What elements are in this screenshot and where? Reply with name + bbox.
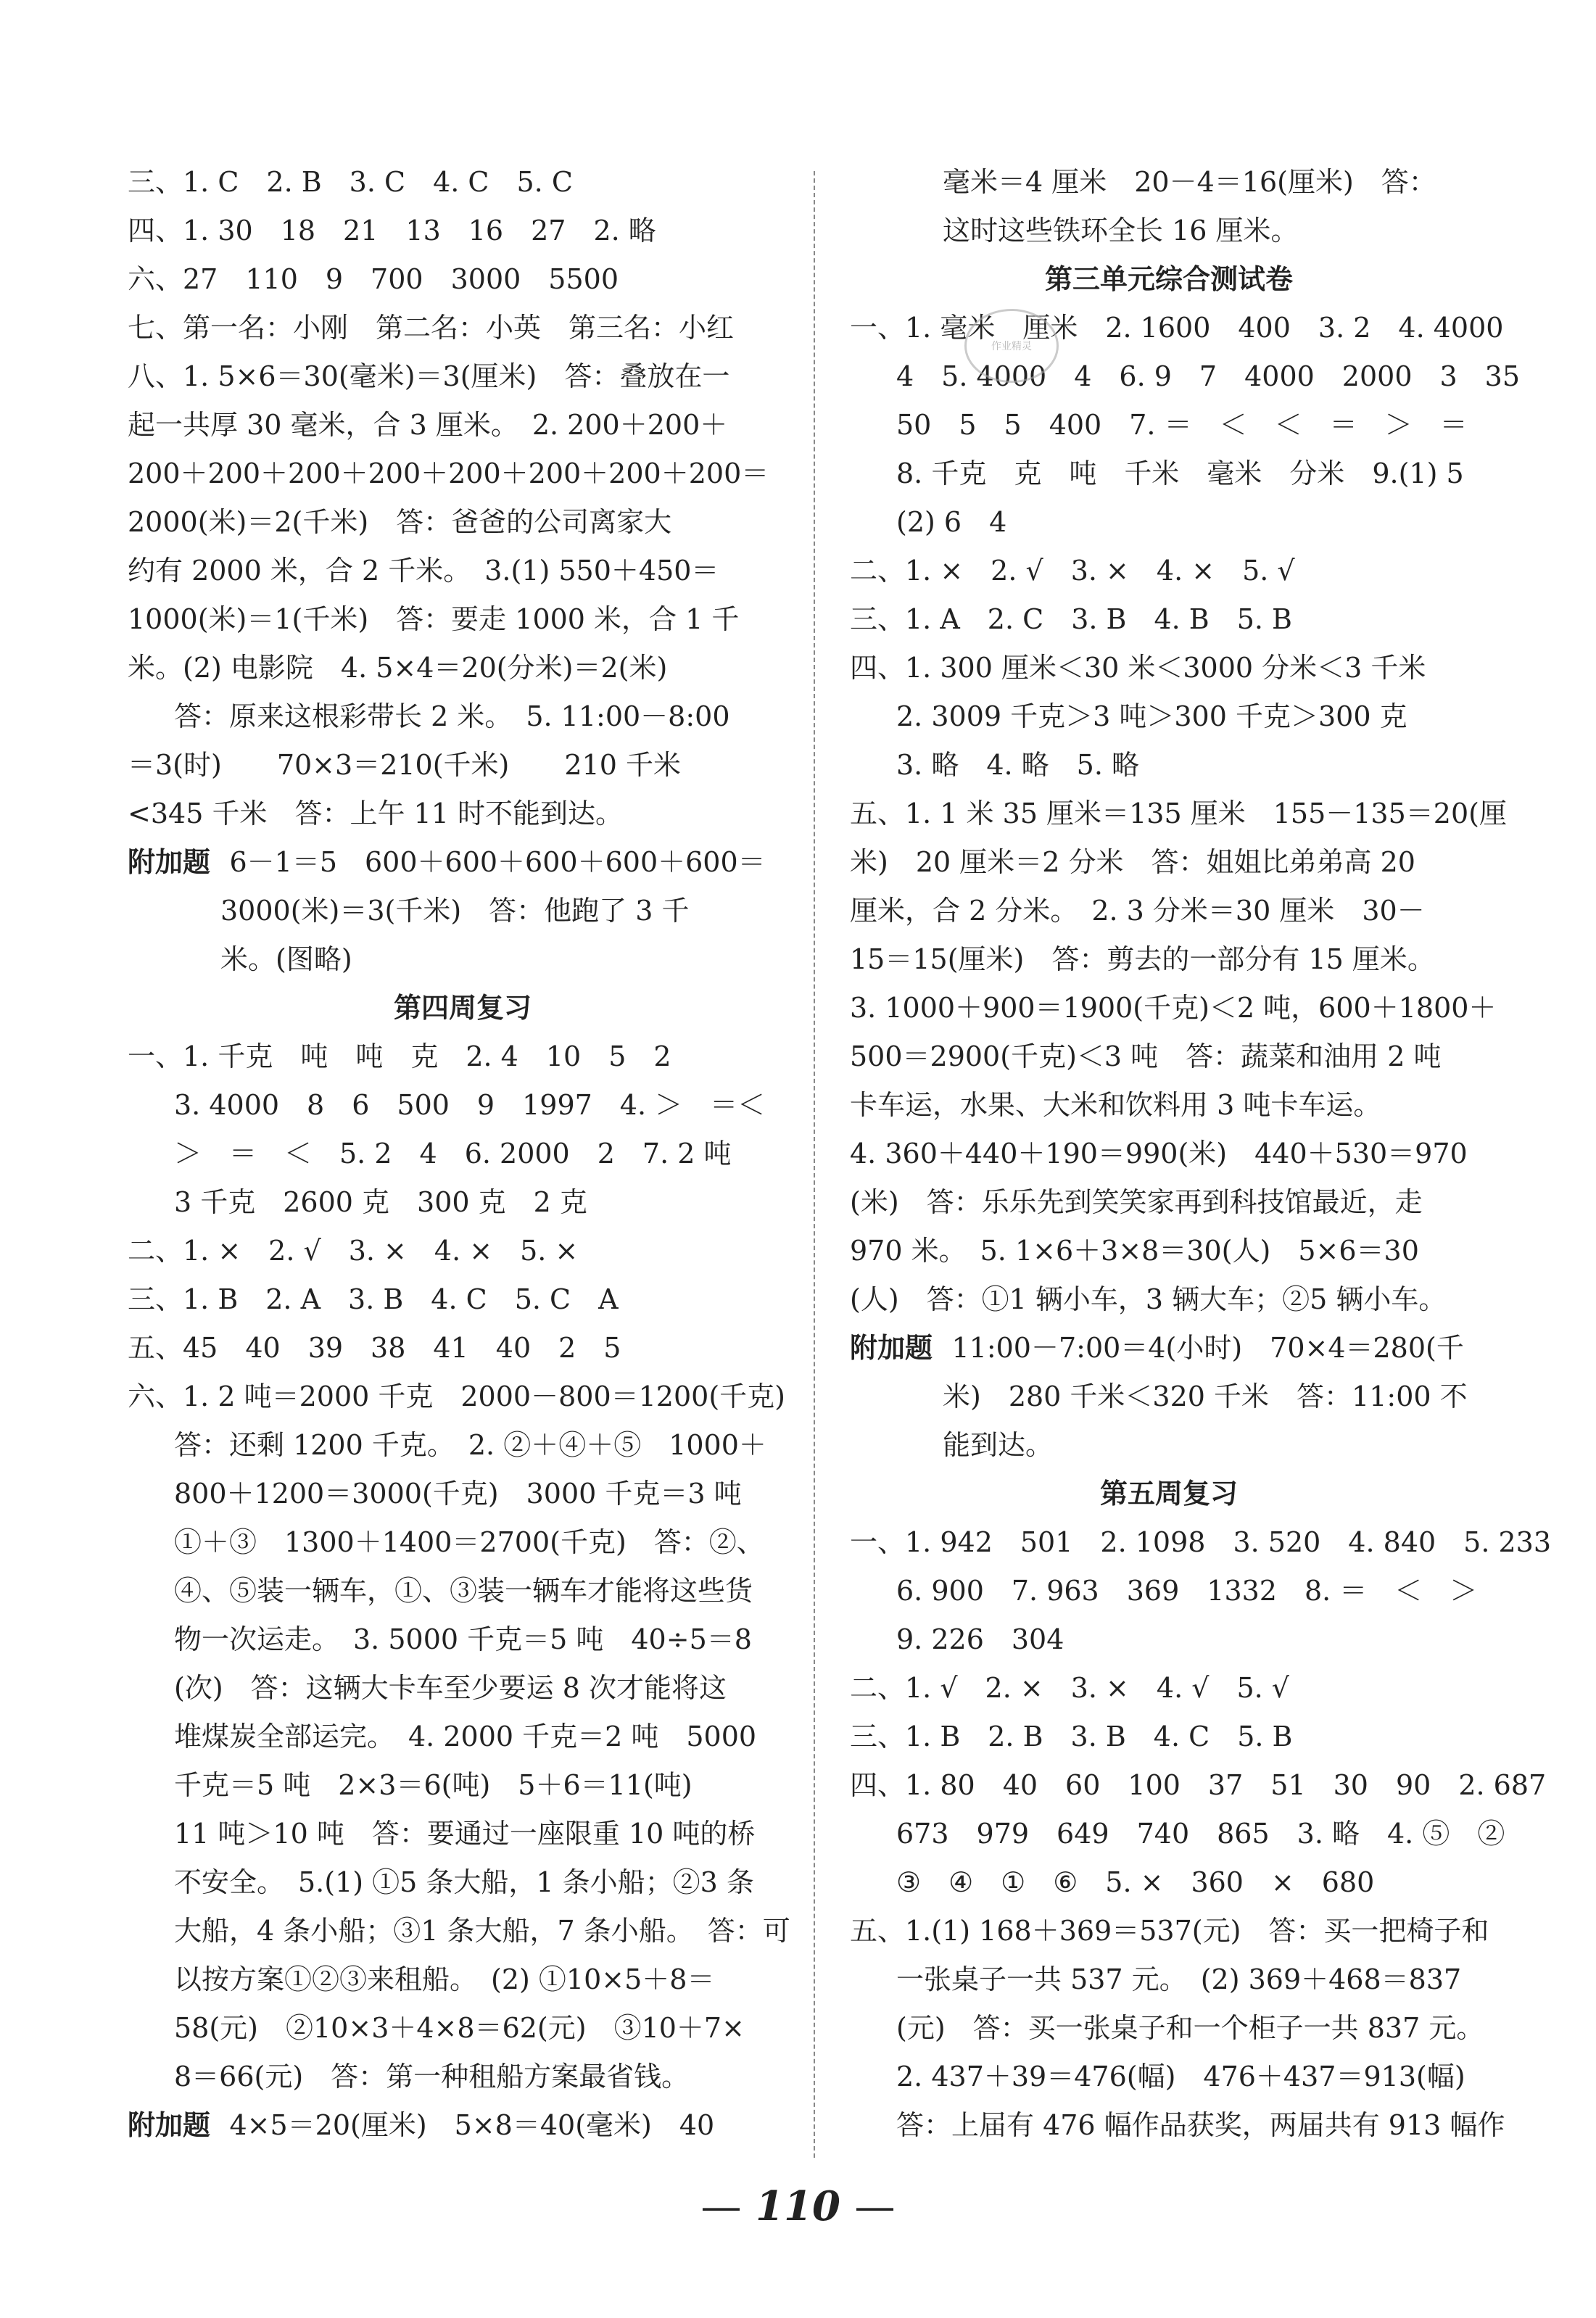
answer-line: ＝3(时) 70×3＝210(千米) 210 千米 [128,749,681,781]
answer-line: (米) 答：乐乐先到笑笑家再到科技馆最近，走 [850,1186,1423,1218]
answer-line: 米。(2) 电影院 4. 5×4＝20(分米)＝2(米) [128,652,668,684]
answer-line: 三、1. A 2. C 3. B 4. B 5. B [850,603,1292,635]
answer-line: 三、1. B 2. A 3. B 4. C 5. C A [128,1283,619,1315]
answer-line: 卡车运，水果、大米和饮料用 3 吨卡车运。 [850,1089,1381,1121]
answer-line: <345 千米 答：上午 11 时不能到达。 [128,798,623,829]
answer-line: 15＝15(厘米) 答：剪去的一部分有 15 厘米。 [850,943,1435,975]
answer-line: 800＋1200＝3000(千克) 3000 千克＝3 吨 [174,1478,742,1510]
answer-line: 3. 1000＋900＝1900(千克)＜2 吨，600＋1800＋ [850,992,1497,1024]
answer-line: ③ ④ ① ⑥ 5. × 360 × 680 [896,1866,1375,1898]
answer-line: 4 5. 4000 4 6. 9 7 4000 2000 3 35 [896,360,1521,392]
page-number-value: 110 [756,2182,840,2230]
answer-line: 500＝2900(千克)＜3 吨 答：蔬菜和油用 2 吨 [850,1040,1442,1072]
answer-line: 8. 千克 克 吨 千米 毫米 分米 9.(1) 5 [896,458,1464,489]
page-number: — 110 — [700,2182,896,2230]
answer-line: 二、1. √ 2. × 3. × 4. √ 5. √ [850,1672,1289,1704]
answer-line: 50 5 5 400 7. ＝ ＜ ＜ ＝ ＞ ＝ [896,409,1468,441]
answer-line: 2. 437＋39＝476(幅) 476＋437＝913(幅) [896,2061,1465,2093]
answer-line: 四、1. 80 40 60 100 37 51 30 90 2. 687 [850,1769,1547,1801]
bonus-question-line: 附加题 11:00－7:00＝4(小时) 70×4＝280(千 [850,1332,1464,1364]
answer-line: 大船，4 条小船；③1 条大船，7 条小船。 答：可 [174,1915,790,1947]
answer-line: 七、第一名：小刚 第二名：小英 第三名：小红 [128,312,735,344]
answer-line: (2) 6 4 [896,506,1007,538]
answer-line: 3. 略 4. 略 5. 略 [896,749,1140,781]
column-divider [814,171,815,2158]
answer-line: 六、1. 2 吨＝2000 千克 2000－800＝1200(千克) [128,1381,785,1412]
answer-line: 三、1. C 2. B 3. C 4. C 5. C [128,166,573,198]
answer-line: 一、1. 毫米 厘米 2. 1600 400 3. 2 4. 4000 [850,312,1504,344]
answer-line: 这时这些铁环全长 16 厘米。 [943,215,1299,247]
bonus-answer: 6－1＝5 600＋600＋600＋600＋600＝ [229,846,766,878]
answer-line: 一、1. 942 501 2. 1098 3. 520 4. 840 5. 233 [850,1526,1552,1558]
answer-line: 200＋200＋200＋200＋200＋200＋200＋200＝ [128,458,769,489]
answer-line: ①＋③ 1300＋1400＝2700(千克) 答：②、 [174,1526,764,1558]
answer-line: 五、45 40 39 38 41 40 2 5 [128,1332,621,1364]
answer-line: 不安全。 5.(1) ①5 条大船，1 条小船；②3 条 [174,1866,754,1898]
watermark-stamp: 作业精灵 [964,309,1059,383]
answer-line: 二、1. × 2. √ 3. × 4. × 5. × [128,1235,579,1267]
answer-line: 二、1. × 2. √ 3. × 4. × 5. √ [850,555,1295,587]
answer-line: 四、1. 300 厘米＜30 米＜3000 分米＜3 千米 [850,652,1426,684]
answer-line: 673 979 649 740 865 3. 略 4. ⑤ ② [896,1818,1505,1850]
section-title: 第五周复习 [1099,1478,1238,1510]
answer-line: 2. 3009 千克＞3 吨＞300 千克＞300 克 [896,700,1407,732]
answer-line: 11 吨＞10 吨 答：要通过一座限重 10 吨的桥 [174,1818,756,1850]
answer-line: 起一共厚 30 毫米，合 3 厘米。 2. 200＋200＋ [128,409,728,441]
answer-line: 58(元) ②10×3＋4×8＝62(元) ③10＋7× [174,2012,745,2044]
answer-line: 物一次运走。 3. 5000 千克＝5 吨 40÷5＝8 [174,1623,752,1655]
answer-line: 米) 280 千米＜320 千米 答：11:00 不 [943,1381,1468,1412]
answer-line: 2000(米)＝2(千米) 答：爸爸的公司离家大 [128,506,672,538]
answer-line: 答：上届有 476 幅作品获奖，两届共有 913 幅作 [896,2109,1505,2141]
answer-line: 6. 900 7. 963 369 1332 8. ＝ ＜ ＞ [896,1575,1478,1607]
answer-line: 9. 226 304 [896,1623,1064,1655]
answer-line: 六、27 110 9 700 3000 5500 [128,263,619,295]
answer-line: 3. 4000 8 6 500 9 1997 4. ＞ ＝＜ [174,1089,766,1121]
answer-line: 答：原来这根彩带长 2 米。 5. 11:00－8:00 [174,700,730,732]
answer-line: 以按方案①②③来租船。 (2) ①10×5＋8＝ [174,1963,715,1995]
section-title: 第四周复习 [393,992,532,1024]
answer-line: (元) 答：买一张桌子和一个柜子一共 837 元。 [896,2012,1484,2044]
answer-line: (人) 答：①1 辆小车，3 辆大车；②5 辆小车。 [850,1283,1447,1315]
answer-line: 八、1. 5×6＝30(毫米)＝3(厘米) 答：叠放在一 [128,360,730,392]
answer-line: 8＝66(元) 答：第一种租船方案最省钱。 [174,2061,690,2093]
answer-line: 3000(米)＝3(千米) 答：他跑了 3 千 [220,895,690,927]
bonus-question-line: 附加题 6－1＝5 600＋600＋600＋600＋600＝ [128,846,766,878]
answer-line: 三、1. B 2. B 3. B 4. C 5. B [850,1721,1293,1752]
section-title: 第三单元综合测试卷 [1044,263,1293,295]
answer-line: 堆煤炭全部运完。 4. 2000 千克＝2 吨 5000 [174,1721,757,1752]
answer-line: 毫米＝4 厘米 20－4＝16(厘米) 答： [943,166,1436,198]
answer-line: 1000(米)＝1(千米) 答：要走 1000 米，合 1 千 [128,603,740,635]
answer-line: ＞ ＝ ＜ 5. 2 4 6. 2000 2 7. 2 吨 [174,1138,732,1170]
answer-line: 一张桌子一共 537 元。 (2) 369＋468＝837 [896,1963,1462,1995]
answer-line: ④、⑤装一辆车，①、③装一辆车才能将这些货 [174,1575,753,1607]
answer-line: 能到达。 [943,1429,1054,1461]
bonus-question-line: 附加题 4×5＝20(厘米) 5×8＝40(毫米) 40 [128,2109,715,2141]
answer-line: 答：还剩 1200 千克。 2. ②＋④＋⑤ 1000＋ [174,1429,766,1461]
answer-line: 约有 2000 米，合 2 千米。 3.(1) 550＋450＝ [128,555,719,587]
answer-line: 米。(图略) [220,943,352,975]
answer-line: 厘米，合 2 分米。 2. 3 分米＝30 厘米 30－ [850,895,1425,927]
answer-line: 千克＝5 吨 2×3＝6(吨) 5＋6＝11(吨) [174,1769,692,1801]
answer-line: 四、1. 30 18 21 13 16 27 2. 略 [128,215,656,247]
answer-line: 一、1. 千克 吨 吨 克 2. 4 10 5 2 [128,1040,671,1072]
answer-line: 五、1. 1 米 35 厘米＝135 厘米 155－135＝20(厘 [850,798,1507,829]
answer-line: 4. 360＋440＋190＝990(米) 440＋530＝970 [850,1138,1468,1170]
answer-line: 970 米。 5. 1×6＋3×8＝30(人) 5×6＝30 [850,1235,1419,1267]
answer-line: 米) 20 厘米＝2 分米 答：姐姐比弟弟高 20 [850,846,1415,878]
answer-line: 五、1.(1) 168＋369＝537(元) 答：买一把椅子和 [850,1915,1489,1947]
answer-line: (次) 答：这辆大卡车至少要运 8 次才能将这 [174,1672,727,1704]
bonus-answer: 11:00－7:00＝4(小时) 70×4＝280(千 [951,1332,1464,1364]
answer-line: 3 千克 2600 克 300 克 2 克 [174,1186,587,1218]
bonus-answer: 4×5＝20(厘米) 5×8＝40(毫米) 40 [229,2109,715,2141]
